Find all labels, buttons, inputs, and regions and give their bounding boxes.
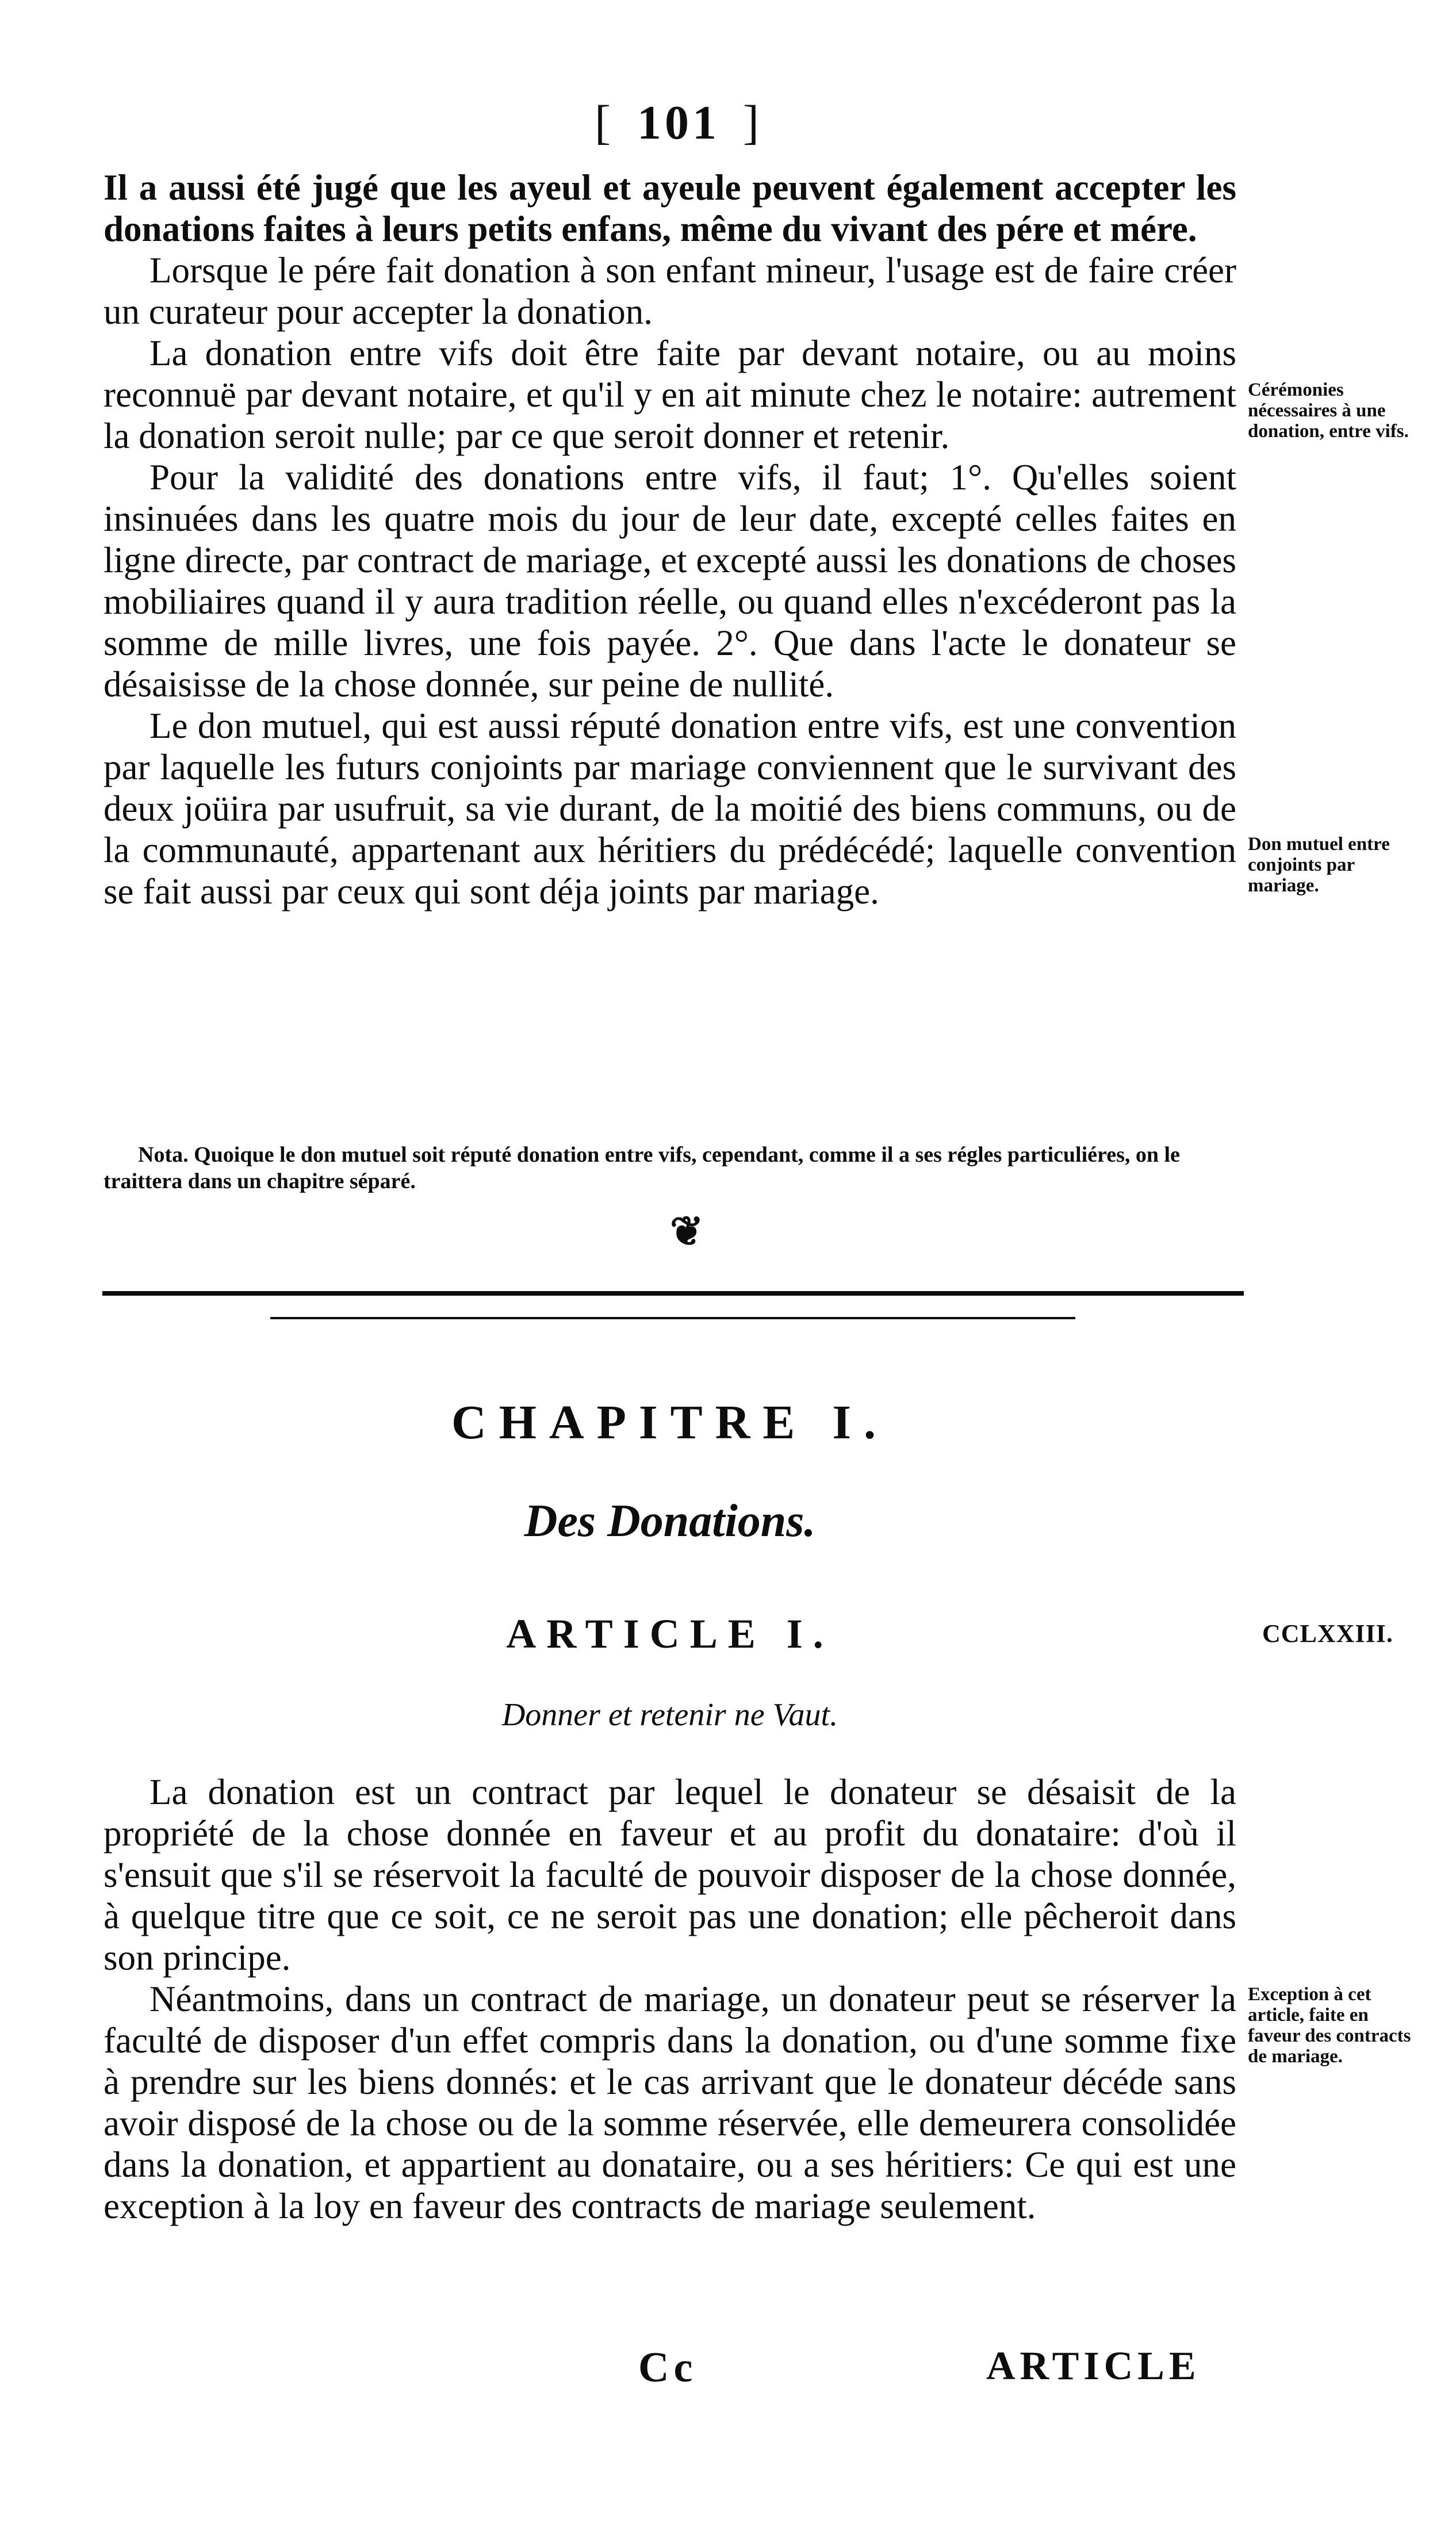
chapter-title: CHAPITRE I. (451, 1396, 889, 1449)
page-number: 101 (637, 96, 720, 150)
margin-note-don-mutuel: Don mutuel entre conjoints par mariage. (1248, 834, 1390, 896)
paragraph-exception: Néantmoins, dans un contract de mariage, un donateur peut se réserver la faculté de disposer d'un effet compris dans la donation, ou d'une somme fixe à prendre sur les biens donnés: et le cas arrivant que le donateur décéde sans avoir disposé de la chose ou de la somme réservée, elle demeurera consolidée dans la donation, et appartient au donataire, ou a ses héritiers: Ce qui est une exception à la loy en faveur des contracts de mariage seulement. (104, 1979, 1236, 2226)
nota-note: Nota. Quoique le don mutuel soit réputé donation entre vifs, cependant, comme il a ses régles particuliéres, on le traittera dans un chapitre séparé. (104, 1143, 1180, 1193)
header-bracket-left: [ (595, 96, 614, 150)
chapter-subtitle: Des Donations. (524, 1496, 816, 1546)
paragraph-definition: La donation est un contract par lequel le donateur se désaisit de la propriété de la chose donnée en faveur et au profit du donataire: d'où il s'ensuit que s'il se réservoit la faculté de pouvoir disposer de la chose donnée, à quelque titre que ce soit, ce ne seroit pas une donation; elle pêcheroit dans son principe. (104, 1772, 1236, 1978)
article-title: ARTICLE I. (506, 1611, 834, 1657)
article-number: CCLXXIII. (1262, 1619, 1393, 1648)
paragraph-curateur: Lorsque le pére fait donation à son enfant mineur, l'usage est de faire créer un curateur pour accepter la donation. (104, 250, 1236, 332)
article-maxim: Donner et retenir ne Vaut. (501, 1697, 838, 1733)
fleuron-ornament: ❦ (670, 1210, 704, 1254)
catchword: ARTICLE (986, 2344, 1201, 2388)
paragraph-validite: Pour la validité des donations entre vifs, il faut; 1°. Qu'elles soient insinuées dans les quatre mois du jour de leur date, excepté celles faites en ligne directe, par contract de mariage, et excepté aussi les donations de choses mobiliaires quand il y aura tradition réelle, ou quand elles n'excéderont pas la somme de mille livres, une fois payée. 2°. Que dans l'acte le donateur se désaisisse de la chose donnée, sur peine de nullité. (104, 457, 1236, 704)
paragraph-ayeuls: Il a aussi été jugé que les ayeul et ayeule peuvent également accepter les donations faites à leurs petits enfans, même du vivant des pére et mére. (104, 167, 1236, 249)
thin-rule-divider (270, 1317, 1075, 1319)
top-text-block (104, 167, 1236, 912)
thick-rule-divider (102, 1291, 1244, 1296)
margin-note-ceremonies: Cérémonies nécessaires à une donation, entre vifs. (1248, 380, 1409, 442)
header-bracket-right: ] (743, 96, 763, 150)
page-header (518, 95, 840, 151)
paragraph-notaire: La donation entre vifs doit être faite par devant notaire, ou au moins reconnuë par devant notaire, et qu'il y en ait minute chez le notaire: autrement la donation seroit nulle; par ce que seroit donner et retenir. (104, 333, 1236, 456)
paragraph-don-mutuel: Le don mutuel, qui est aussi réputé donation entre vifs, est une convention par laquelle les futurs conjoints par mariage conviennent que le survivant des deux joüira par usufruit, sa vie durant, de la moitié des biens communs, ou de la communauté, appartenant aux héritiers du prédécédé; laquelle convention se fait aussi par ceux qui sont déja joints par mariage. (104, 706, 1236, 912)
bottom-text-block (104, 1771, 1236, 2227)
margin-note-exception: Exception à cet article, faite en faveur des contracts de mariage. (1248, 1984, 1411, 2067)
signature-mark: Cc (638, 2344, 698, 2391)
